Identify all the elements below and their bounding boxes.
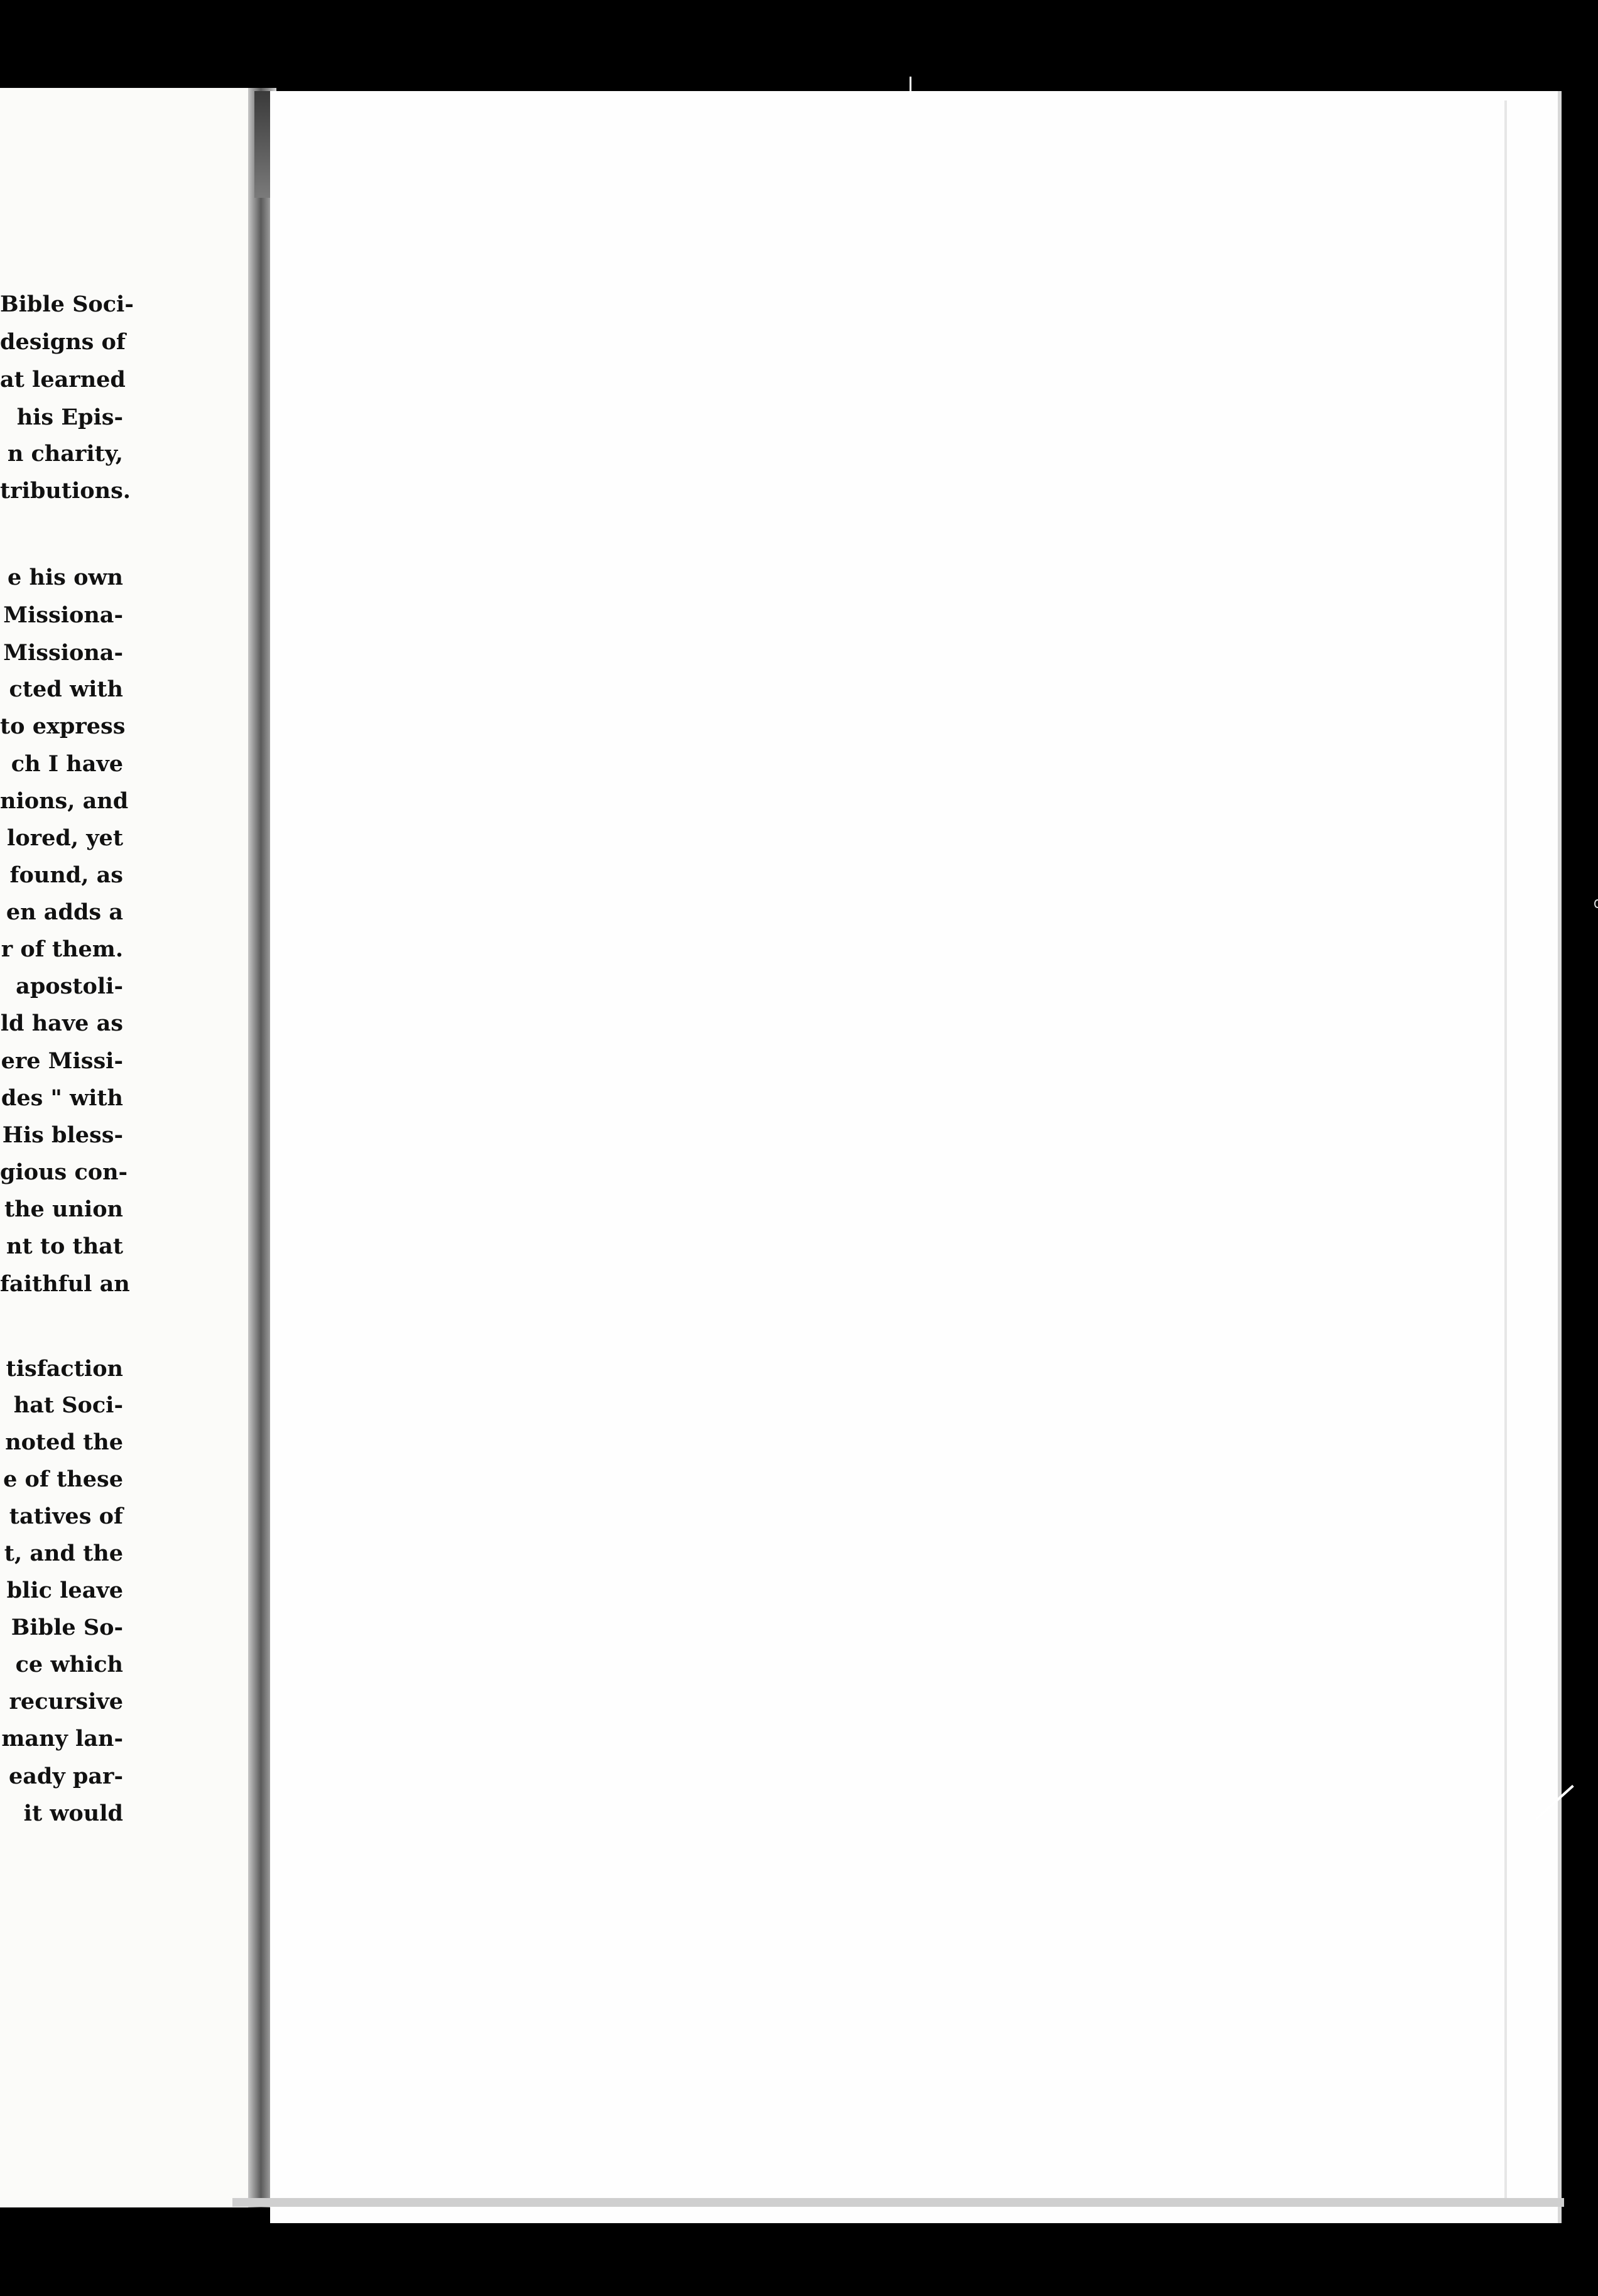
text-line: recursive — [9, 1689, 123, 1714]
text-line: n charity, — [7, 441, 123, 467]
text-line: e his own — [7, 565, 123, 590]
text-line: his Epis- — [16, 404, 123, 430]
text-line: Missiona- — [3, 640, 123, 666]
text-line: noted the — [5, 1429, 123, 1455]
text-line: Missiona- — [3, 602, 123, 628]
text-line: apostoli- — [16, 973, 123, 999]
scan-artifact-dot — [1594, 899, 1598, 908]
text-line: lored, yet — [7, 825, 123, 851]
text-line: His bless- — [2, 1122, 123, 1148]
text-line: tatives of — [9, 1503, 123, 1529]
text-line: found, as — [9, 862, 123, 888]
text-line: it would — [23, 1801, 123, 1826]
text-line: faithful an — [0, 1271, 130, 1297]
text-line: cted with — [9, 676, 123, 702]
right-blank-page — [270, 91, 1562, 2223]
text-line: ch I have — [11, 751, 123, 777]
text-line: gious con- — [0, 1159, 128, 1185]
page-bottom-edge — [232, 2198, 1564, 2207]
text-line: nions, and — [0, 788, 129, 814]
text-line: eady par- — [8, 1763, 123, 1789]
text-line: to express — [0, 713, 126, 739]
text-line: designs of — [0, 329, 126, 355]
text-line: hat Soci- — [13, 1392, 123, 1418]
text-line: r of them. — [1, 936, 123, 962]
scan-artifact-tick — [910, 77, 911, 95]
text-line: blic leave — [6, 1578, 123, 1603]
text-line: ere Missi- — [1, 1048, 123, 1074]
text-line: tisfaction — [6, 1356, 123, 1382]
text-line: the union — [4, 1196, 123, 1222]
text-line: en adds a — [6, 899, 123, 925]
text-line: many lan- — [1, 1726, 123, 1752]
text-line: Bible So- — [11, 1615, 123, 1640]
text-line: at learned — [0, 367, 126, 393]
left-page — [0, 88, 248, 2207]
text-line: des " with — [1, 1085, 123, 1111]
text-line: Bible Soci- — [0, 291, 134, 317]
text-line: e of these — [3, 1466, 123, 1492]
right-page-edge-line — [1504, 100, 1507, 2198]
text-line: tributions. — [0, 478, 131, 504]
text-line: ce which — [15, 1652, 123, 1677]
text-line: t, and the — [4, 1541, 123, 1566]
text-line: nt to that — [6, 1233, 123, 1259]
text-line: ld have as — [0, 1010, 123, 1036]
